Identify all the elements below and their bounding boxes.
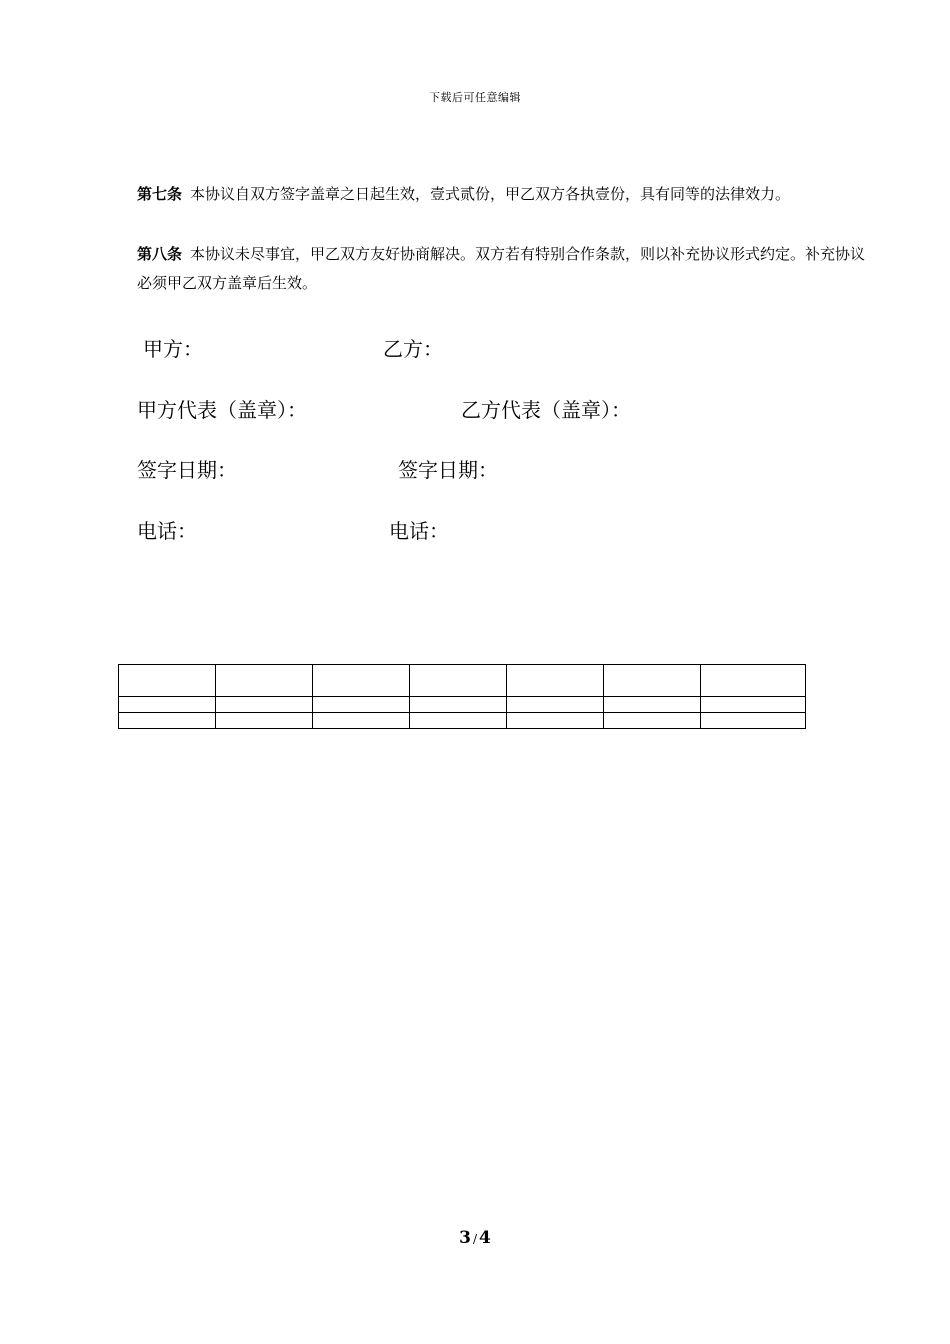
table-cell xyxy=(119,697,216,713)
sign-date-a-label: 签字日期： xyxy=(137,458,237,482)
table-cell xyxy=(313,713,410,729)
table-cell xyxy=(507,665,604,697)
table-cell xyxy=(701,665,806,697)
party-a-label: 甲方： xyxy=(143,337,203,361)
table-cell xyxy=(216,665,313,697)
table-cell xyxy=(604,665,701,697)
table-cell xyxy=(701,713,806,729)
table-cell xyxy=(410,713,507,729)
table-cell xyxy=(313,697,410,713)
table-cell xyxy=(507,697,604,713)
phone-a-label: 电话： xyxy=(137,519,197,543)
rep-b-label: 乙方代表（盖章）： xyxy=(461,398,631,422)
table-cell xyxy=(313,665,410,697)
blank-table xyxy=(118,664,806,729)
table-row xyxy=(119,697,806,713)
table-cell xyxy=(119,665,216,697)
clause-7 xyxy=(137,180,867,209)
table-cell xyxy=(216,697,313,713)
clause-7-title: 第七条 xyxy=(137,185,183,203)
table-cell xyxy=(507,713,604,729)
table-cell xyxy=(410,697,507,713)
table-cell xyxy=(701,697,806,713)
table-cell xyxy=(410,665,507,697)
table-cell xyxy=(604,713,701,729)
clause-8-title: 第八条 xyxy=(137,245,183,263)
table-cell xyxy=(216,713,313,729)
table-cell xyxy=(119,713,216,729)
table-row xyxy=(119,713,806,729)
page-header: 下载后可任意编辑 xyxy=(429,91,521,104)
rep-a-label: 甲方代表（盖章）： xyxy=(137,398,307,422)
sign-date-b-label: 签字日期： xyxy=(398,458,498,482)
phone-b-label: 电话： xyxy=(389,519,449,543)
total-pages: 4 xyxy=(479,1228,491,1248)
clause-8-text: 本协议未尽事宜，甲乙双方友好协商解决。双方若有特别合作条款，则以补充协议形式约定。补充协议必须甲乙双方盖章后生效。 xyxy=(137,245,866,292)
clause-7-text: 本协议自双方签字盖章之日起生效，壹式贰份，甲乙双方各执壹份，具有同等的法律效力。 xyxy=(190,185,791,203)
party-b-label: 乙方： xyxy=(383,337,443,361)
clause-8 xyxy=(137,240,867,298)
current-page: 3 xyxy=(459,1228,471,1248)
table-cell xyxy=(604,697,701,713)
page-separator: / xyxy=(472,1232,478,1246)
page-number xyxy=(0,1228,950,1248)
table-row xyxy=(119,665,806,697)
